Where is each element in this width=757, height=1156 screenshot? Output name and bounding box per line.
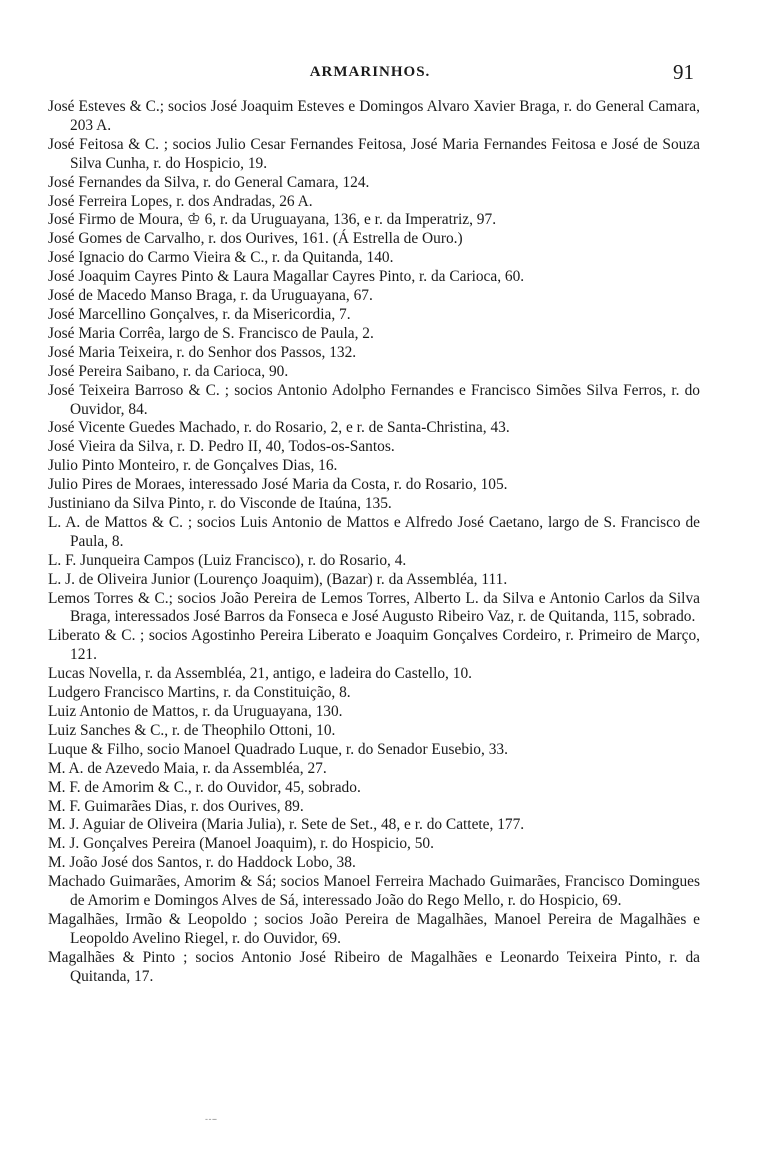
directory-entry: José Vicente Guedes Machado, r. do Rosario, 2, e r. de Santa-Christina, 43. [48, 419, 510, 437]
directory-entry: Luque & Filho, socio Manoel Quadrado Luque, r. do Senador Eusebio, 33. [48, 740, 508, 758]
directory-entry: José Firmo de Moura, ♔ 6, r. da Uruguayana, 136, e r. da Imperatriz, 97. [48, 211, 497, 229]
directory-entry: M. J. Gonçalves Pereira (Manoel Joaquim), r. do Hospicio, 50. [48, 835, 434, 853]
directory-entry: José Maria Teixeira, r. do Senhor dos Passos, 132. [48, 343, 357, 361]
directory-entry: José Joaquim Cayres Pinto & Laura Magallar Cayres Pinto, r. da Carioca, 60. [48, 268, 525, 286]
directory-entry: Julio Pires de Moraes, interessado José Maria da Costa, r. do Rosario, 105. [48, 476, 508, 494]
directory-entry: L. F. Junqueira Campos (Luiz Francisco), r. do Rosario, 4. [48, 551, 407, 569]
directory-entry: M. F. de Amorim & C., r. do Ouvidor, 45, sobrado. [48, 778, 361, 796]
directory-entry: Luiz Antonio de Mattos, r. da Uruguayana, 130. [48, 703, 343, 720]
directory-entry: Magalhães, Irmão & Leopoldo ; socios João Pereira de Magalhães, Manoel Pereira de Magalhães e Leopoldo Avelino Riegel, r. do Ouvidor, 69. [48, 910, 700, 947]
directory-entry: L. A. de Mattos & C. ; socios Luis Antonio de Mattos e Alfredo José Caetano, largo de S. Francisco de Paula, 8. [48, 513, 700, 550]
directory-entry: José Fernandes da Silva, r. do General Camara, 124. [48, 173, 370, 191]
directory-entry: Julio Pinto Monteiro, r. de Gonçalves Dias, 16. [48, 457, 338, 475]
directory-entry: José Pereira Saibano, r. da Carioca, 90. [48, 362, 289, 380]
directory-entry: Lucas Novella, r. da Assembléa, 21, antigo, e ladeira do Castello, 10. [48, 665, 472, 683]
directory-entry: Magalhães & Pinto ; socios Antonio José Ribeiro de Magalhães e Leonardo Teixeira Pinto, r. da Quitanda, 17. [48, 948, 700, 985]
directory-entry: José Feitosa & C. ; socios Julio Cesar Fernandes Feitosa, José Maria Fernandes Feitosa e José de Souza Silva Cunha, r. do Hospicio, 19. [48, 135, 700, 172]
directory-entry: M. F. Guimarães Dias, r. dos Ourives, 89. [48, 797, 304, 815]
directory-entry: José Vieira da Silva, r. D. Pedro II, 40, Todos-os-Santos. [48, 438, 395, 456]
page-header [50, 60, 694, 84]
directory-entry: Machado Guimarães, Amorim & Sá; socios Manoel Ferreira Machado Guimarães, Francisco Domingues de Amorim e Domingos Alves de Sá, interessado João do Rego Mello, r. do Hospicio, 69. [48, 873, 700, 910]
directory-entry: M. J. Aguiar de Oliveira (Maria Julia), r. Sete de Set., 48, e r. do Cattete, 177. [48, 816, 525, 834]
directory-entry: Liberato & C. ; socios Agostinho Pereira Liberato e Joaquim Gonçalves Cordeiro, r. Primeiro de Março, 121. [48, 627, 700, 664]
directory-entry: José Gomes de Carvalho, r. dos Ourives, 161. (Á Estrella de Ouro.) [48, 230, 463, 248]
page-number: 91 [673, 60, 694, 84]
directory-entry: José Esteves & C.; socios José Joaquim Esteves e Domingos Alvaro Xavier Braga, r. do General Camara, 203 A. [48, 98, 700, 134]
directory-entry: José Maria Corrêa, largo de S. Francisco de Paula, 2. [48, 324, 374, 342]
directory-entry: José Ferreira Lopes, r. dos Andradas, 26 A. [48, 192, 313, 210]
directory-entry: Lemos Torres & C.; socios João Pereira de Lemos Torres, Alberto L. da Silva e Antonio Carlos da Silva Braga, interessados José Barros da Fonseca e José Augusto Ribeiro Vaz, r. de Quitanda, 115, sobrado. [48, 589, 700, 626]
directory-entry: José de Macedo Manso Braga, r. da Uruguayana, 67. [48, 287, 373, 305]
directory-entry: M. A. de Azevedo Maia, r. da Assembléa, 27. [48, 759, 327, 777]
directory-entry: Justiniano da Silva Pinto, r. do Visconde de Itaúna, 135. [48, 495, 392, 513]
directory-entry: L. J. de Oliveira Junior (Lourenço Joaquim), (Bazar) r. da Assembléa, 111. [48, 570, 508, 588]
directory-entry: José Ignacio do Carmo Vieira & C., r. da Quitanda, 140. [48, 249, 394, 267]
footer-ornament: - - ‑‑ [205, 1114, 216, 1124]
directory-entries [48, 98, 700, 987]
directory-entry: José Marcellino Gonçalves, r. da Misericordia, 7. [48, 305, 351, 323]
directory-entry: José Teixeira Barroso & C. ; socios Antonio Adolpho Fernandes e Francisco Simões Silva Ferros, r. do Ouvidor, 84. [48, 381, 700, 418]
directory-entry: Luiz Sanches & C., r. de Theophilo Ottoni, 10. [48, 721, 336, 739]
directory-entry: Ludgero Francisco Martins, r. da Constituição, 8. [48, 684, 351, 702]
running-head: ARMARINHOS. [309, 64, 431, 80]
directory-entry: M. João José dos Santos, r. do Haddock Lobo, 38. [48, 854, 356, 872]
